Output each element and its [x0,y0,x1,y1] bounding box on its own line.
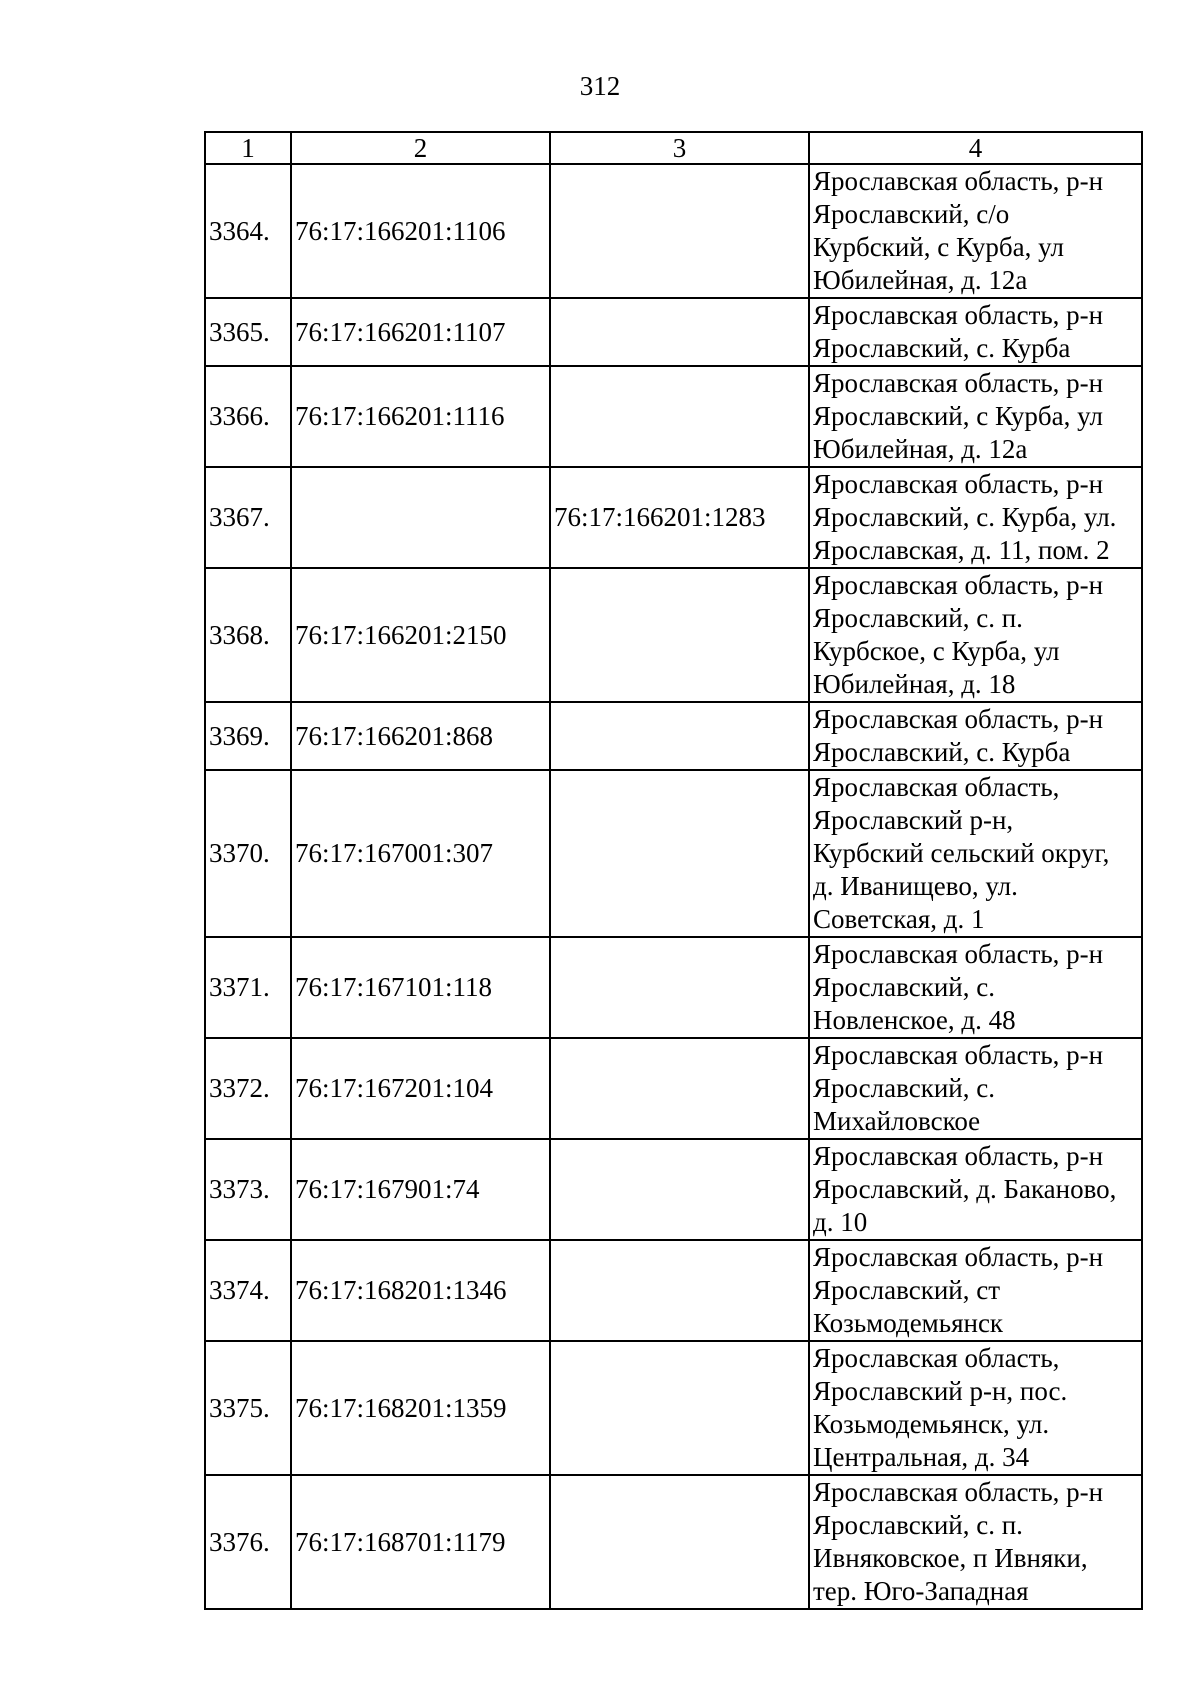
row-number: 3367. [205,467,291,568]
cadastral-number: 76:17:167101:118 [291,937,550,1038]
row-number: 3368. [205,568,291,702]
cadastral-number-alt [550,770,809,937]
table-row [205,1475,1142,1609]
table-row [205,702,1142,770]
page-number: 312 [579,71,621,101]
column-header-2: 2 [291,132,550,164]
address: Ярославская область, р-н Ярославский, с Курба, ул Юбилейная, д. 12а [809,366,1142,467]
row-number: 3372. [205,1038,291,1139]
table-row [205,366,1142,467]
table-row [205,1341,1142,1475]
row-number: 3374. [205,1240,291,1341]
cadastral-number: 76:17:167001:307 [291,770,550,937]
table-row [205,164,1142,298]
address: Ярославская область, р-н Ярославский, с. Новленское, д. 48 [809,937,1142,1038]
registry-table [204,131,1143,1610]
row-number: 3366. [205,366,291,467]
address: Ярославская область, Ярославский р-н, пос. Козьмодемьянск, ул. Центральная, д. 34 [809,1341,1142,1475]
row-number: 3370. [205,770,291,937]
cadastral-number: 76:17:167201:104 [291,1038,550,1139]
cadastral-number: 76:17:166201:2150 [291,568,550,702]
cadastral-number: 76:17:166201:868 [291,702,550,770]
cadastral-number-alt [550,1475,809,1609]
cadastral-number [291,467,550,568]
cadastral-number-alt: 76:17:166201:1283 [550,467,809,568]
cadastral-number-alt [550,568,809,702]
address: Ярославская область, Ярославский р-н, Курбский сельский округ, д. Иванищево, ул. Советская, д. 1 [809,770,1142,937]
table-row [205,937,1142,1038]
cadastral-number-alt [550,702,809,770]
row-number: 3375. [205,1341,291,1475]
column-header-3: 3 [550,132,809,164]
cadastral-number-alt [550,298,809,366]
table-row [205,1139,1142,1240]
row-number: 3376. [205,1475,291,1609]
column-header-4: 4 [809,132,1142,164]
table-row [205,298,1142,366]
cadastral-number: 76:17:167901:74 [291,1139,550,1240]
cadastral-number: 76:17:168201:1359 [291,1341,550,1475]
table-row [205,770,1142,937]
address: Ярославская область, р-н Ярославский, с. Курба [809,298,1142,366]
cadastral-number: 76:17:168701:1179 [291,1475,550,1609]
row-number: 3373. [205,1139,291,1240]
table-row [205,1038,1142,1139]
table-row [205,568,1142,702]
address: Ярославская область, р-н Ярославский, с. п. Курбское, с Курба, ул Юбилейная, д. 18 [809,568,1142,702]
cadastral-number: 76:17:166201:1106 [291,164,550,298]
cadastral-number-alt [550,366,809,467]
cadastral-number-alt [550,1341,809,1475]
header-row [205,132,1142,164]
address: Ярославская область, р-н Ярославский, с. Курба [809,702,1142,770]
cadastral-number-alt [550,1038,809,1139]
cadastral-number-alt [550,1240,809,1341]
row-number: 3371. [205,937,291,1038]
address: Ярославская область, р-н Ярославский, ст Козьмодемьянск [809,1240,1142,1341]
table-row [205,1240,1142,1341]
address: Ярославская область, р-н Ярославский, с. Курба, ул. Ярославская, д. 11, пом. 2 [809,467,1142,568]
cadastral-number: 76:17:166201:1107 [291,298,550,366]
cadastral-number: 76:17:166201:1116 [291,366,550,467]
address: Ярославская область, р-н Ярославский, с. Михайловское [809,1038,1142,1139]
column-header-1: 1 [205,132,291,164]
row-number: 3369. [205,702,291,770]
row-number: 3365. [205,298,291,366]
address: Ярославская область, р-н Ярославский, д. Баканово, д. 10 [809,1139,1142,1240]
table-row [205,467,1142,568]
cadastral-number-alt [550,937,809,1038]
row-number: 3364. [205,164,291,298]
cadastral-number-alt [550,1139,809,1240]
cadastral-number: 76:17:168201:1346 [291,1240,550,1341]
address: Ярославская область, р-н Ярославский, с. п. Ивняковское, п Ивняки, тер. Юго-Западная [809,1475,1142,1609]
cadastral-number-alt [550,164,809,298]
address: Ярославская область, р-н Ярославский, с/о Курбский, с Курба, ул Юбилейная, д. 12а [809,164,1142,298]
